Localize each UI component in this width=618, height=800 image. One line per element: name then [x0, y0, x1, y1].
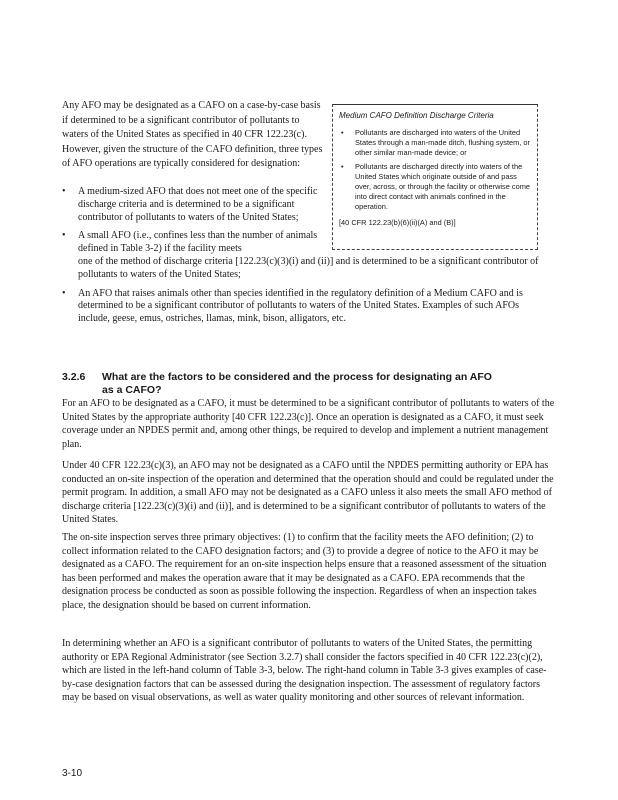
body-paragraph: For an AFO to be designated as a CAFO, it must be determined to be a significant contributor of pollutants to waters of the United States by the appropriate authority [40 CFR 122.23(c)]. Once an operation is designated as a CAFO, it must seek coverage under an NPDES permit and, among other things, be required to develop and implement a nutrient management plan.	[62, 398, 555, 450]
body-paragraph: In determining whether an AFO is a significant contributor of pollutants to waters of the United States, the permitting authority or EPA Regional Administrator (see Section 3.2.7) shall consider the factors specified in 40 CFR 122.23(c)(2), which are listed in the left-hand column of Table 3-3, below. The right-hand column in Table 3-3 gives examples of case-by-case designation factors that can be assessed during the designation inspection. The assessment of regulatory factors may be based on visual observations, as well as water quality monitoring and other sources of relevant information.	[62, 638, 547, 704]
section-title-line1: What are the factors to be considered and the process for designating an AFO	[102, 370, 492, 383]
list-item-text: An AFO that raises animals other than species identified in the regulatory definition of a Medium CAFO and is determined to be a significant contributor of pollutants to waters of the United States. Examples of such AFOs include, geese, emus, ostriches, llamas, mink, bison, alligators, etc.	[78, 287, 523, 325]
sidebar-citation: [40 CFR 122.23(b)(6)(ii)(A) and (B)]	[339, 218, 456, 227]
list-item-text: A medium-sized AFO that does not meet one of the specific discharge criteria and is determined to be a significant contributor of pollutants to waters of the United States;	[78, 186, 318, 223]
sidebar-item: • Pollutants are discharged into waters of the United States through a man-made ditch, flushing system, or other similar man-made device; or	[339, 128, 531, 158]
sidebar-title: Medium CAFO Definition Discharge Criteria	[339, 111, 494, 120]
list-item	[62, 230, 550, 281]
list-item-text-cont: one of the method of discharge criteria [122.23(c)(3)(i) and (ii)] and is determined to be a significant contributor of pollutants to waters of the United States;	[78, 255, 539, 280]
page-number: 3-10	[62, 768, 83, 779]
section-title-line2: as a CAFO?	[102, 383, 162, 396]
intro-paragraph: Any AFO may be designated as a CAFO on a case-by-case basis if determined to be a significant contributor of pollutants to waters of the United States as specified in 40 CFR 122.23(c). However, given the structure of the CAFO definition, three types of AFO operations are typically considered for designation:	[62, 100, 323, 170]
sidebar-item: • Pollutants are discharged directly into waters of the United States which originate outside of and pass over, across, or through the facility or otherwise come into direct contact with animals confined in the operation.	[339, 162, 531, 212]
list-item	[62, 288, 550, 326]
section-number: 3.2.6	[62, 370, 86, 383]
designation-types-list	[62, 186, 550, 332]
list-item	[62, 186, 324, 224]
section-heading	[62, 371, 562, 397]
list-item-text: • A small AFO (i.e., confines less than the number of animals defined in Table 3-2) if the facility meets	[78, 230, 318, 255]
body-paragraph: Under 40 CFR 122.23(c)(3), an AFO may not be designated as a CAFO until the NPDES permitting authority or EPA has conducted an on-site inspection of the operation and determined that the operation should and could be regulated under the permit program. In addition, a small AFO may not be designated as a CAFO unless it also meets the small AFO method of discharge criteria [122.23(c)(3)(i) and (ii)], and is determined to be a significant contributor of pollutants to waters of the United States.	[62, 460, 554, 526]
body-paragraph: The on-site inspection serves three primary objectives: (1) to confirm that the facility meets the AFO definition; (2) to collect information related to the CAFO designation factors; and (3) to provide a degree of notice to the AFO it may be designated as a CAFO. The requirement for an on-site inspection helps ensure that a reasoned assessment of the situation has been performed and makes the operation aware that it may be designated as a CAFO. EPA recommends that the designation process be conducted as soon as possible following the inspection. Regardless of when an inspection takes place, the designation should be based on current information.	[62, 532, 547, 611]
